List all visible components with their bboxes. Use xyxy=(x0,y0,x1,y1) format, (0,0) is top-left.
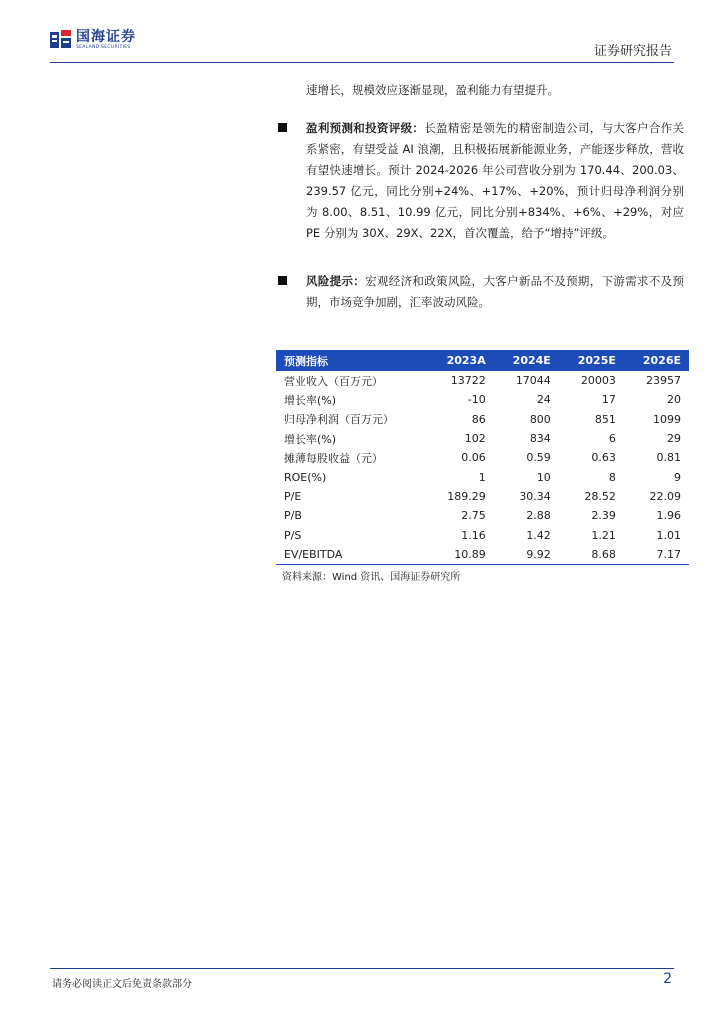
table-header-cell: 预测指标 xyxy=(284,354,328,368)
footer-divider xyxy=(50,968,674,969)
table-cell: 1.01 xyxy=(656,528,681,542)
table-bottom-rule xyxy=(276,564,689,565)
table-row xyxy=(276,429,689,448)
footer-disclaimer: 请务必阅读正文后免责条款部分 xyxy=(52,979,192,990)
table-cell: 0.59 xyxy=(526,451,551,465)
table-cell: 8 xyxy=(608,470,616,484)
table-cell: 17 xyxy=(601,393,616,407)
table-row xyxy=(276,545,689,564)
risk-section xyxy=(306,271,684,313)
table-row-label: P/B xyxy=(284,509,302,523)
table-cell: 1.42 xyxy=(526,528,551,542)
table-cell: 23957 xyxy=(646,374,681,388)
table-cell: 102 xyxy=(464,432,486,446)
page-number: 2 xyxy=(663,971,672,987)
table-source: 资料来源：Wind 资讯、国海证券研究所 xyxy=(282,571,461,583)
table-row-label: 摊薄每股收益（元） xyxy=(284,451,383,465)
table-cell: 2.75 xyxy=(461,509,486,523)
page-header xyxy=(0,0,724,62)
table-cell: 20 xyxy=(667,393,681,407)
table-row xyxy=(276,525,689,544)
table-cell: 10 xyxy=(536,470,551,484)
forecast-table-container xyxy=(276,350,689,583)
table-cell: 0.06 xyxy=(461,451,486,465)
table-row xyxy=(276,487,689,506)
forecast-text: 长盈精密是领先的精密制造公司，与大客户合作关系紧密，有望受益 AI 浪潮，且积极拓展新能源业务，产能逐步释放，营收有望快速增长。预计 2024-2026 年公司营收分别为 170.44、200.03、239.57 亿元，同比分别+24%、+17%、+20%，预计归母净利润分别为 8.00、8.51、10.99 亿元，同比分别+834%、+6%、+29%，对应 PE 分别为 30X、29X、22X，首次覆盖，给予“增持”评级。 xyxy=(306,121,685,240)
table-cell: 0.63 xyxy=(591,451,616,465)
table-header-row xyxy=(276,350,689,371)
table-cell: 9.92 xyxy=(526,547,551,561)
table-cell: 17044 xyxy=(515,374,551,388)
table-row-label: 增长率(%) xyxy=(284,393,337,407)
table-cell: 24 xyxy=(536,393,551,407)
logo-en-text: SEALAND SECURITIES xyxy=(76,45,131,50)
forecast-section xyxy=(306,118,684,244)
report-type-label: 证券研究报告 xyxy=(593,44,672,59)
table-cell: 1099 xyxy=(653,412,681,426)
table-header-cell: 2026E xyxy=(642,354,681,367)
table-row xyxy=(276,390,689,409)
table-row xyxy=(276,467,689,486)
table-row-label: P/S xyxy=(284,528,302,542)
table-cell: 86 xyxy=(471,412,486,426)
table-cell: 7.17 xyxy=(656,547,681,561)
table-header-cell: 2025E xyxy=(577,354,616,367)
table-row-label: EV/EBITDA xyxy=(284,547,343,561)
forecast-label: 盈利预测和投资评级： xyxy=(306,121,425,135)
table-cell: 1.21 xyxy=(591,528,616,542)
risk-label: 风险提示： xyxy=(306,274,366,288)
table-cell: 2.88 xyxy=(526,509,551,523)
continuation-text xyxy=(306,80,684,101)
table-cell: 800 xyxy=(529,412,551,426)
table-row xyxy=(276,506,689,525)
risk-text: 宏观经济和政策风险，大客户新品不及预期，下游需求不及预期，市场竞争加剧，汇率波动风险。 xyxy=(306,274,685,309)
table-row xyxy=(276,371,689,390)
table-cell: 6 xyxy=(608,432,616,446)
table-cell: 1.16 xyxy=(461,528,486,542)
table-cell: -10 xyxy=(467,393,486,407)
header-divider xyxy=(50,62,674,63)
forecast-table xyxy=(276,350,689,564)
table-cell: 30.34 xyxy=(519,489,551,503)
table-row-label: 归母净利润（百万元） xyxy=(284,413,394,427)
table-cell: 20003 xyxy=(580,374,616,388)
logo-icon xyxy=(50,30,72,50)
table-cell: 851 xyxy=(594,412,616,426)
table-row-label: P/E xyxy=(284,489,302,503)
table-cell: 189.29 xyxy=(447,489,486,503)
table-cell: 2.39 xyxy=(591,509,616,523)
table-row-label: ROE(%) xyxy=(284,470,327,484)
table-cell: 13722 xyxy=(450,374,486,388)
table-cell: 834 xyxy=(529,432,551,446)
table-cell: 29 xyxy=(667,432,681,446)
bullet-square-icon xyxy=(278,276,287,285)
table-row xyxy=(276,410,689,429)
table-cell: 28.52 xyxy=(584,489,616,503)
company-logo xyxy=(50,30,136,51)
table-row-label: 增长率(%) xyxy=(284,432,337,446)
table-row-label: 营业收入（百万元） xyxy=(284,374,383,388)
table-cell: 8.68 xyxy=(591,547,616,561)
table-cell: 9 xyxy=(674,470,681,484)
table-cell: 10.89 xyxy=(454,547,486,561)
table-cell: 1 xyxy=(478,470,486,484)
table-cell: 0.81 xyxy=(656,451,681,465)
table-header-cell: 2024E xyxy=(512,354,551,367)
logo-cn-text: 国海证券 xyxy=(76,29,136,45)
table-row xyxy=(276,448,689,467)
bullet-square-icon xyxy=(278,123,287,132)
table-cell: 22.09 xyxy=(649,489,681,503)
table-header-cell: 2023A xyxy=(446,354,486,367)
continuation-sentence: 速增长，规模效应逐渐显现，盈利能力有望提升。 xyxy=(306,83,559,97)
table-cell: 1.96 xyxy=(656,509,681,523)
